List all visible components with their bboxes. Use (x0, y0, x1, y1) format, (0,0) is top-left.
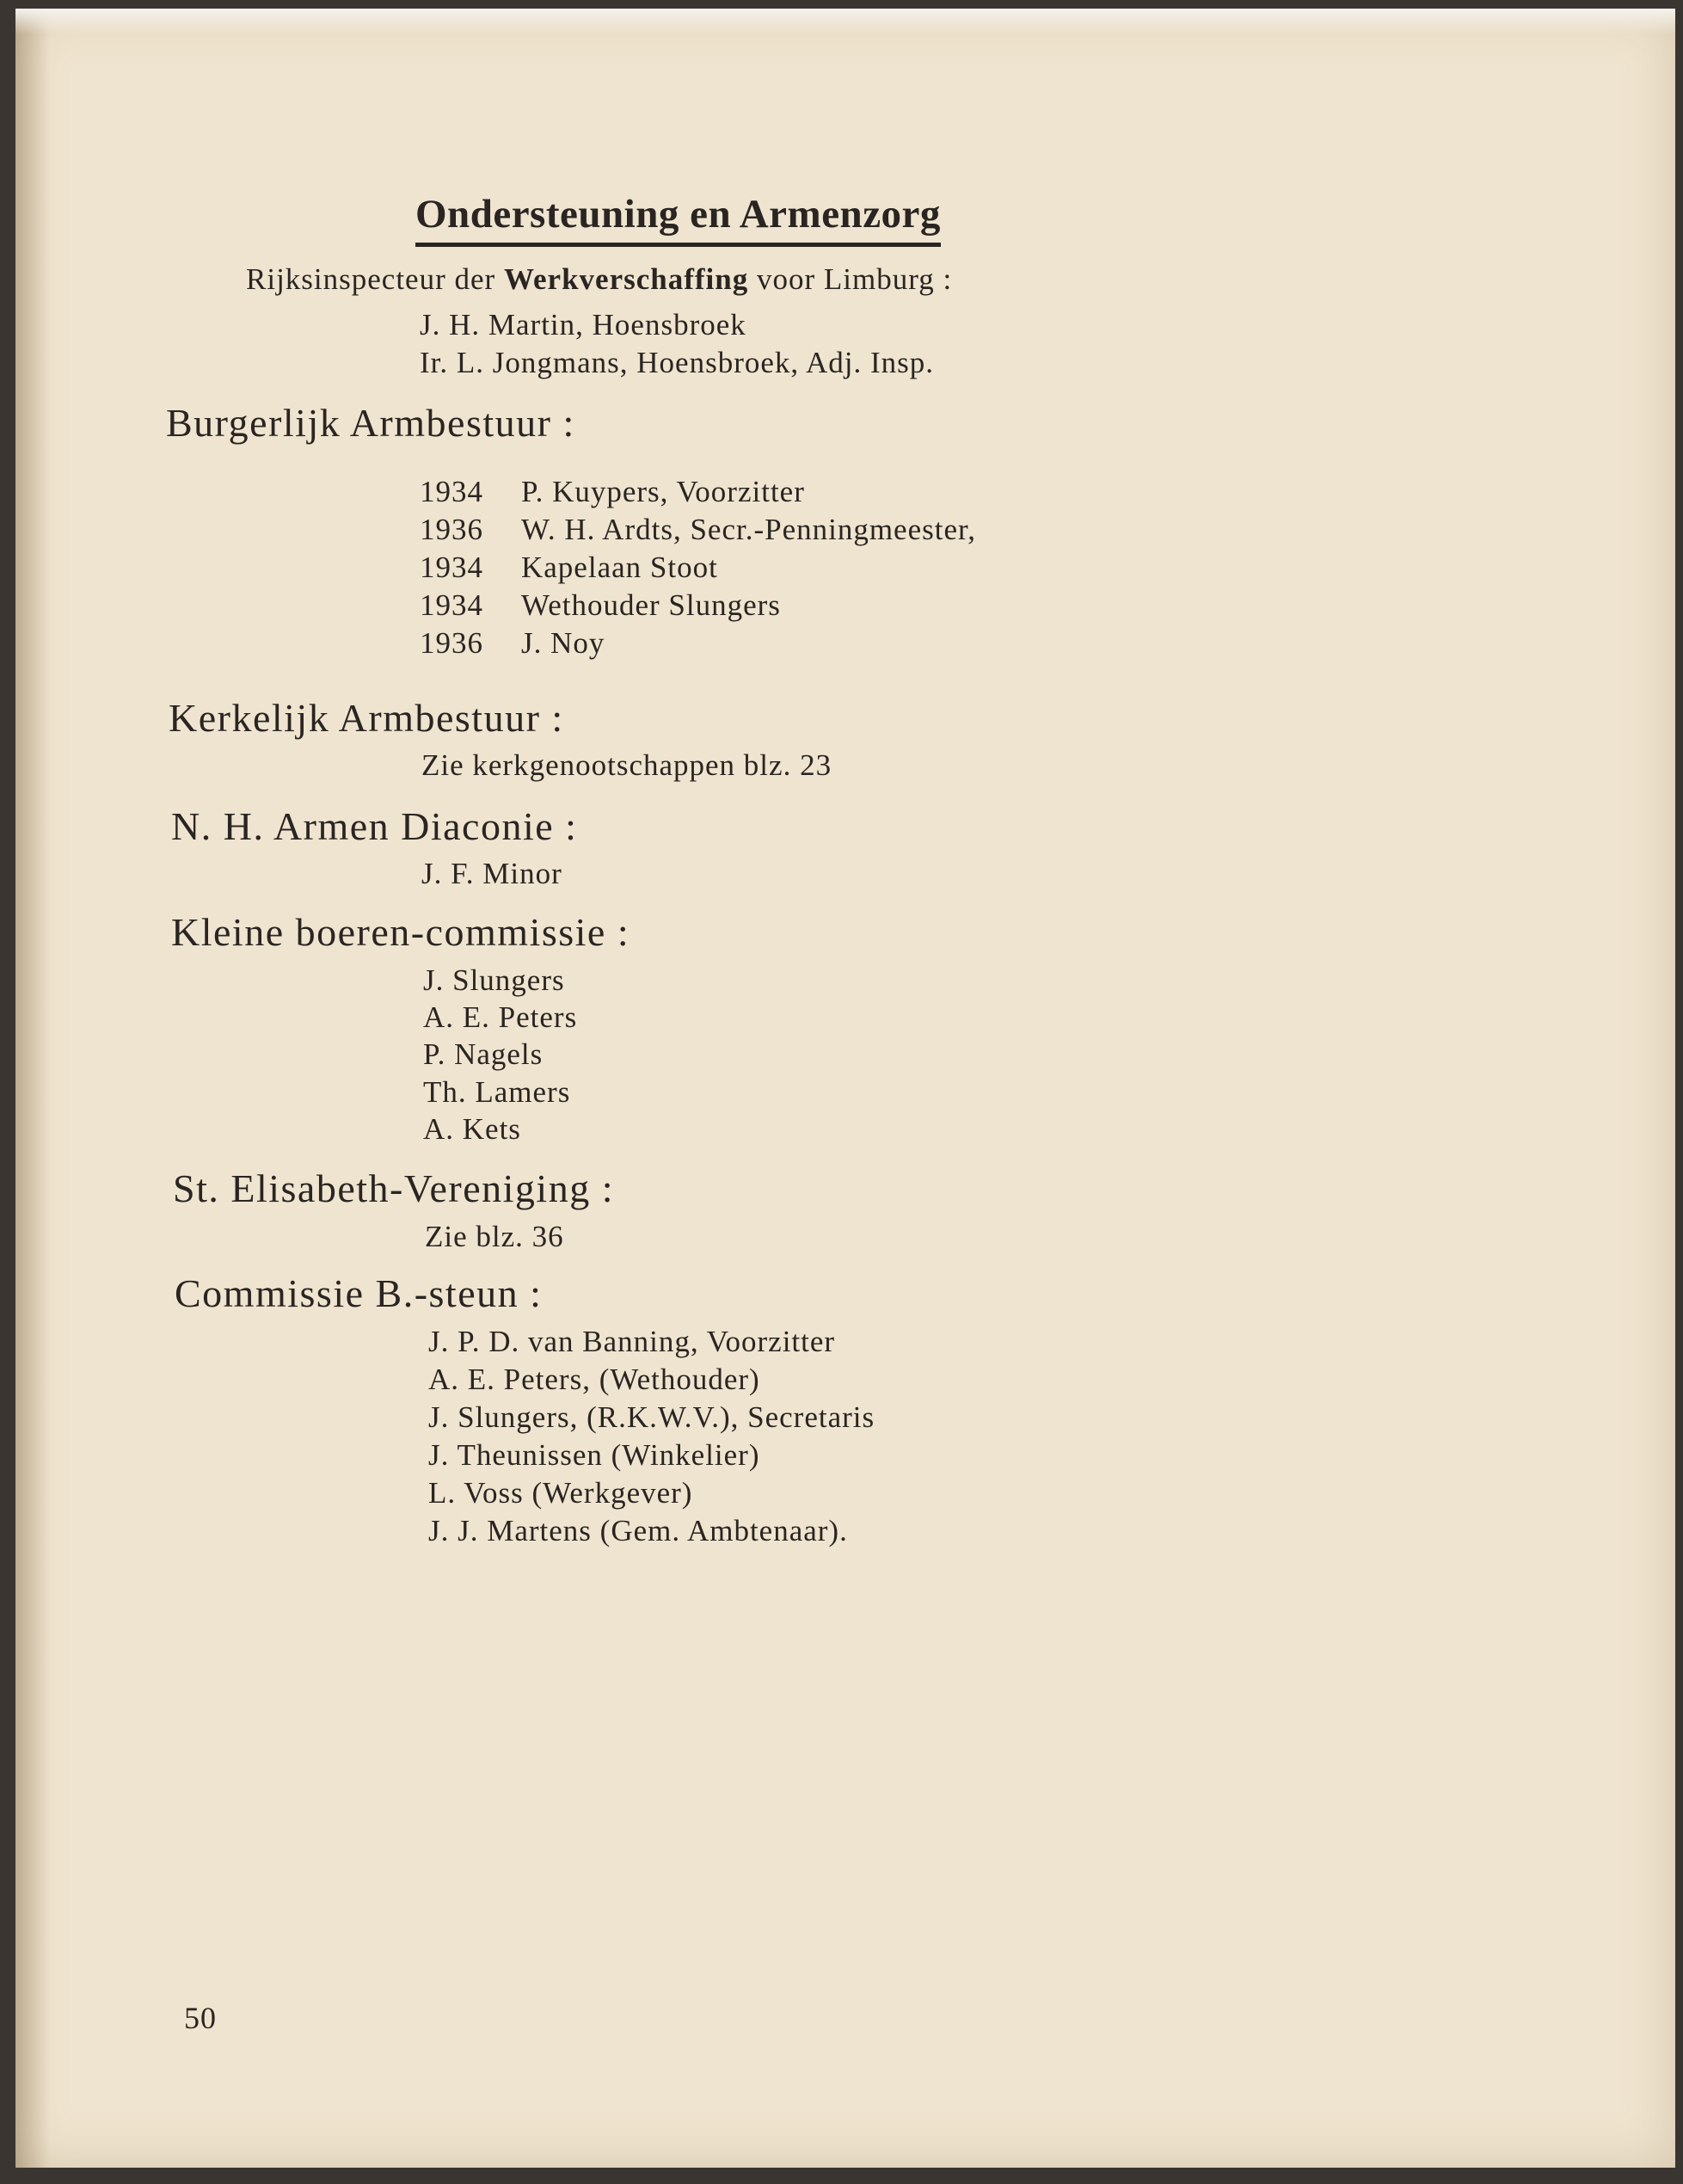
section-line: J. Slungers, (R.K.W.V.), Secretaris (428, 1400, 875, 1434)
section-heading-elisabeth: St. Elisabeth-Vereniging : (173, 1166, 614, 1210)
member-year: 1936 (420, 513, 483, 546)
page-number: 50 (184, 2001, 217, 2035)
section-line: A. E. Peters (423, 1000, 578, 1034)
section-heading-burgerlijk: Burgerlijk Armbestuur : (166, 401, 575, 445)
page-spine-shadow (15, 9, 50, 2168)
subtitle-after: voor Limburg : (756, 262, 953, 296)
section-line: J. P. D. van Banning, Voorzitter (428, 1325, 836, 1358)
member-year: 1936 (420, 626, 483, 660)
section-line: Th. Lamers (423, 1075, 571, 1109)
page-title: Ondersteuning en Armenzorg (415, 191, 941, 247)
member-name: Wethouder Slungers (521, 588, 781, 622)
subtitle (246, 262, 952, 297)
section-line: Zie kerkgenootschappen blz. 23 (421, 748, 832, 782)
inspector-line: J. H. Martin, Hoensbroek (420, 308, 746, 341)
section-heading-kerkelijk: Kerkelijk Armbestuur : (169, 696, 564, 740)
member-name: J. Noy (521, 626, 605, 660)
member-name: W. H. Ardts, Secr.-Penningmeester, (521, 513, 977, 546)
page-top-edge (15, 9, 1675, 34)
member-year: 1934 (420, 475, 483, 508)
section-line: J. Theunissen (Winkelier) (428, 1438, 760, 1472)
section-line: Zie blz. 36 (425, 1220, 564, 1253)
section-line: L. Voss (Werkgever) (428, 1476, 693, 1510)
section-line: A. Kets (423, 1112, 521, 1146)
member-name: Kapelaan Stoot (521, 551, 718, 584)
document-page (15, 9, 1675, 2168)
section-line: J. J. Martens (Gem. Ambtenaar). (428, 1514, 848, 1547)
section-line: A. E. Peters, (Wethouder) (428, 1363, 760, 1396)
member-year: 1934 (420, 588, 483, 622)
section-line: J. F. Minor (421, 857, 562, 890)
section-heading-steun: Commissie B.-steun : (175, 1271, 543, 1315)
section-heading-diaconie: N. H. Armen Diaconie : (171, 804, 578, 848)
member-year: 1934 (420, 551, 483, 584)
section-line: J. Slungers (423, 963, 565, 997)
subtitle-bold: Werkverschaffing (503, 262, 749, 296)
subtitle-before: Rijksinspecteur der (246, 262, 496, 296)
section-line: P. Nagels (423, 1037, 544, 1071)
member-name: P. Kuypers, Voorzitter (521, 475, 805, 508)
section-heading-boeren: Kleine boeren-commissie : (171, 910, 630, 954)
inspector-line: Ir. L. Jongmans, Hoensbroek, Adj. Insp. (420, 346, 934, 379)
